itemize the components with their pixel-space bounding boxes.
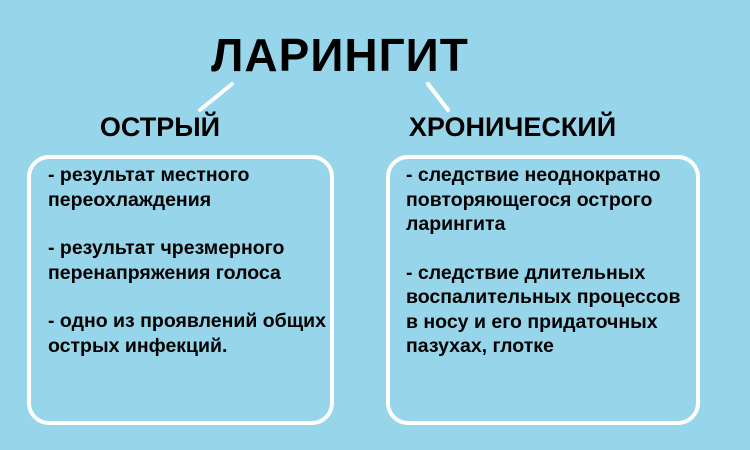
connector-right [428,84,448,110]
chronic-list [406,163,696,383]
connector-left [200,84,232,110]
diagram-title: ЛАРИНГИТ [211,29,469,81]
acute-item: - одно из проявлений общих острых инфекций. [48,310,326,357]
heading-acute: ОСТРЫЙ [99,112,221,142]
heading-chronic: ХРОНИЧЕСКИЙ [408,112,617,142]
acute-item: - результат чрезмерного перенапряжения голоса [48,237,285,284]
chronic-item: - следствие длительных воспалительных процессов в носу и его придаточных пазухах, глотке [406,261,681,357]
chronic-item: - следствие неоднократно повторяющегося острого ларингита [406,164,661,235]
acute-item: - результат местного переохлаждения [48,164,250,211]
acute-list [48,163,330,382]
